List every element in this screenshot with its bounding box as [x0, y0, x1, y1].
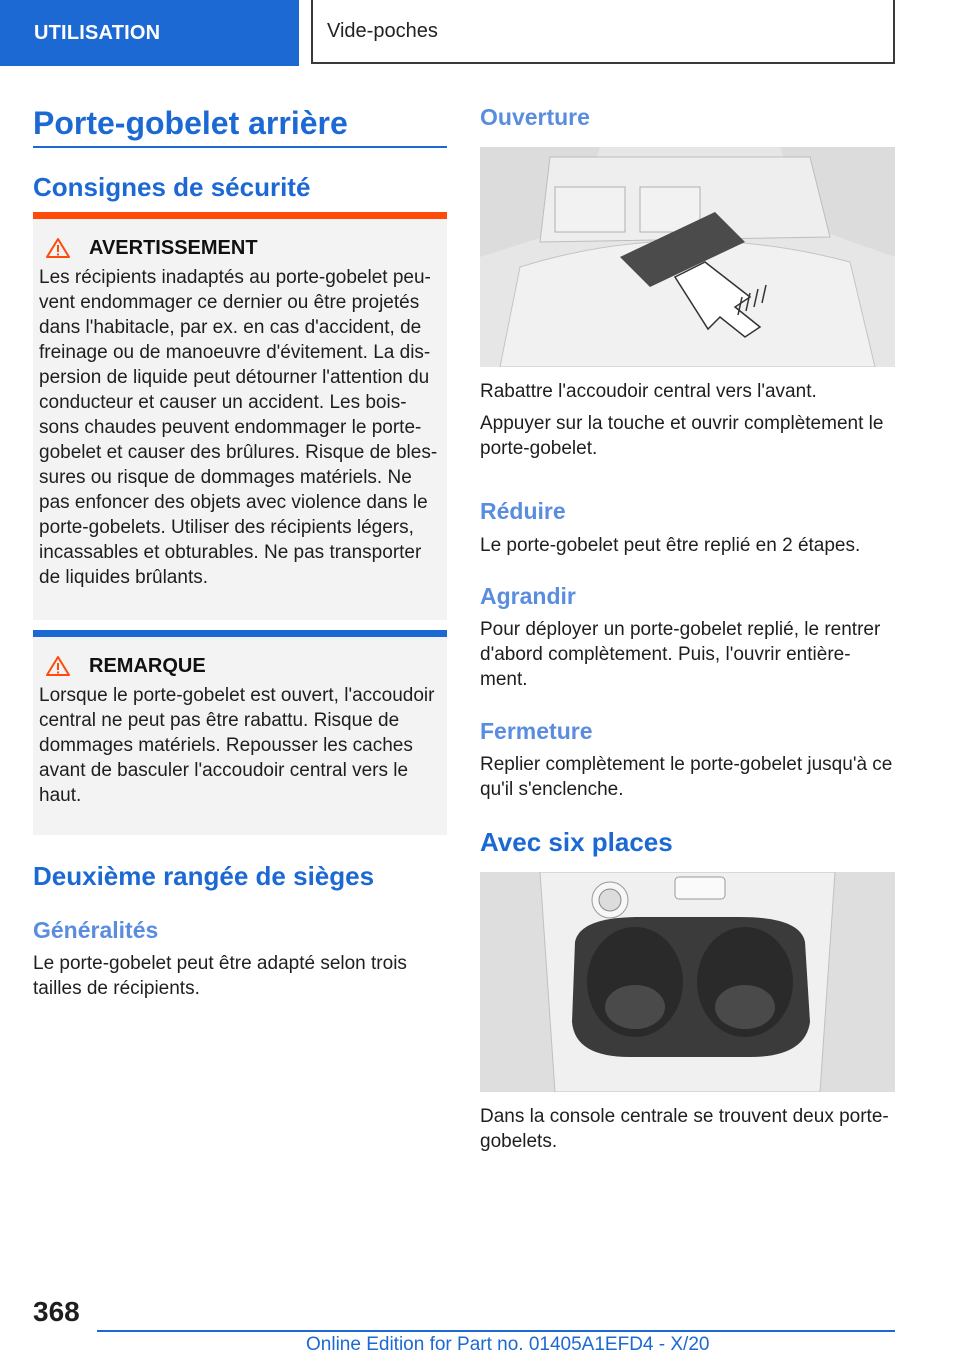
- note-bar: [33, 630, 447, 637]
- safety-heading: Consignes de sécurité: [33, 172, 311, 202]
- section-label: UTILISATION: [34, 21, 161, 44]
- opening-text-1: Rabattre l'accoudoir central vers l'avant.: [480, 381, 817, 402]
- reduce-text: Le porte-gobelet peut être replié en 2 étapes.: [480, 535, 861, 556]
- page-title: Porte-gobelet arrière: [33, 100, 447, 148]
- warning-title: [33, 219, 447, 263]
- warning-box: [33, 212, 447, 620]
- chapter-label: Vide-poches: [327, 19, 438, 42]
- warning-bar: [33, 212, 447, 219]
- opening-text-2: Appuyer sur la touche et ouvrir complètement le porte-gobelet.: [480, 413, 884, 459]
- cupholder-drawing: [480, 872, 895, 1092]
- enlarge-heading: Agrandir: [480, 583, 576, 609]
- general-text: Le porte-gobelet peut être adapté selon trois tailles de récipients.: [33, 953, 407, 999]
- chapter-header: [311, 0, 895, 64]
- note-label: REMARQUE: [89, 654, 206, 677]
- general-heading: Généralités: [33, 917, 159, 943]
- opening-heading: Ouverture: [480, 104, 590, 130]
- second-row-heading: Deuxième rangée de sièges: [33, 861, 375, 891]
- caution-triangle-icon: [45, 655, 71, 677]
- closing-text: Replier complètement le porte-gobelet jusqu'à ce qu'il s'enclenche.: [480, 754, 893, 800]
- armrest-button-illustration: [480, 147, 895, 367]
- center-console-cupholder-illustration: [480, 872, 895, 1092]
- reduce-heading: Réduire: [480, 498, 566, 524]
- note-box: [33, 630, 447, 835]
- warning-label: AVERTISSEMENT: [89, 236, 258, 259]
- note-title: [33, 637, 447, 681]
- page-number: 368: [33, 1296, 80, 1327]
- closing-heading: Fermeture: [480, 718, 593, 744]
- six-seats-text: Dans la console centrale se trouvent deux porte-gobelets.: [480, 1106, 889, 1152]
- section-tab: [0, 0, 299, 66]
- warning-text: Les récipients inadaptés au porte-gobelet peu-vent endommager ce dernier ou être projetés dans l'habitacle, par ex. en cas d'accident, de freinage ou de manoeuvre d'évitement. La dis-persion de liquide peut détourner l'attention du conducteur et causer un accident. Les bois-sons chaudes peuvent endommager le porte-gobelet et causer des brûlures. Risque de bles-sures ou risque de dommages matériels. Ne pas enfoncer des objets avec violence dans le porte-gobelets. Utiliser des récipients légers, incassables et obturables. Ne pas transporter de liquides brûlants.: [39, 267, 438, 588]
- armrest-drawing: [480, 147, 895, 367]
- warning-triangle-icon: [45, 237, 71, 259]
- note-text: Lorsque le porte-gobelet est ouvert, l'accoudoir central ne peut pas être rabattu. Risque de dommages matériels. Repousser les caches avant de basculer l'accoudoir central vers le haut.: [39, 685, 435, 806]
- enlarge-text: Pour déployer un porte-gobelet replié, le rentrer d'abord complètement. Puis, l'ouvrir entière-ment.: [480, 619, 881, 690]
- edition-text: Online Edition for Part no. 01405A1EFD4 - X/20: [306, 1334, 710, 1355]
- six-seats-heading: Avec six places: [480, 827, 673, 857]
- footer-divider: [97, 1330, 895, 1332]
